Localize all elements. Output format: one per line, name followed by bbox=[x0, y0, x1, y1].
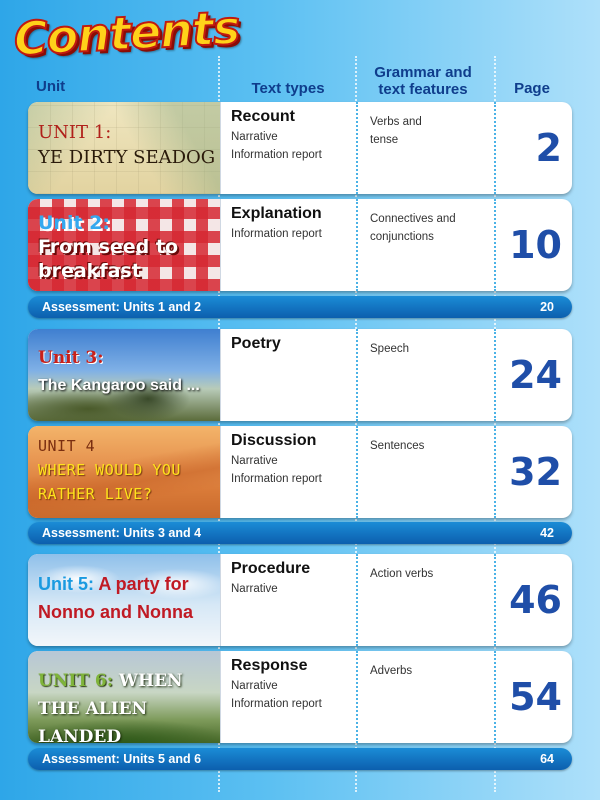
column-header-page: Page bbox=[514, 80, 550, 97]
unit-2-title bbox=[38, 211, 216, 283]
grammar-cell: Verbs and tense bbox=[370, 116, 422, 146]
unit-row-3[interactable] bbox=[28, 329, 572, 421]
assessment-bar-2[interactable] bbox=[28, 522, 572, 544]
unit-label: UNIT 1: bbox=[38, 122, 112, 143]
unit-6-title bbox=[38, 667, 216, 743]
unit-label: Unit 3: bbox=[38, 348, 104, 368]
unit-4-title bbox=[38, 434, 216, 506]
text-type-main: Discussion bbox=[231, 432, 317, 449]
unit-row-6[interactable] bbox=[28, 651, 572, 743]
text-types-cell bbox=[231, 335, 356, 355]
text-type-sub: Information report bbox=[231, 228, 322, 240]
unit-name: The Kangaroo said ... bbox=[38, 377, 200, 394]
unit-label: UNIT 4 bbox=[38, 437, 96, 455]
page-number[interactable]: 2 bbox=[535, 126, 562, 170]
unit-3-title bbox=[38, 345, 216, 399]
unit-1-banner bbox=[28, 102, 221, 194]
assessment-page: 20 bbox=[540, 300, 554, 314]
cell-divider bbox=[494, 426, 496, 518]
text-types-cell bbox=[231, 657, 356, 713]
unit-label: Unit 5: bbox=[38, 574, 94, 594]
unit-label: Unit 2: bbox=[38, 212, 110, 234]
page-number[interactable]: 32 bbox=[509, 450, 562, 494]
cell-divider bbox=[494, 199, 496, 291]
text-type-sub: Narrative bbox=[231, 583, 278, 595]
text-type-sub: Information report bbox=[231, 698, 322, 710]
unit-row-1[interactable] bbox=[28, 102, 572, 194]
unit-6-banner bbox=[28, 651, 221, 743]
cell-divider bbox=[494, 102, 496, 194]
assessment-label: Assessment: Units 1 and 2 bbox=[42, 300, 202, 314]
grammar-cell: Sentences bbox=[370, 440, 425, 452]
page-number[interactable]: 24 bbox=[509, 353, 562, 397]
text-type-main: Response bbox=[231, 657, 308, 674]
grammar-cell: Connectives and conjunctions bbox=[370, 213, 456, 243]
page-number[interactable]: 10 bbox=[509, 223, 562, 267]
page-number[interactable]: 46 bbox=[509, 578, 562, 622]
column-header-text-types: Text types bbox=[251, 80, 325, 97]
cell-divider bbox=[356, 651, 358, 743]
text-type-main: Recount bbox=[231, 108, 295, 125]
grammar-cell: Action verbs bbox=[370, 568, 434, 580]
text-type-sub: Narrative bbox=[231, 131, 278, 143]
assessment-page: 42 bbox=[540, 526, 554, 540]
assessment-page: 64 bbox=[540, 752, 554, 766]
text-type-sub: Narrative bbox=[231, 455, 278, 467]
unit-3-banner bbox=[28, 329, 221, 421]
unit-1-title bbox=[38, 120, 216, 170]
unit-row-4[interactable] bbox=[28, 426, 572, 518]
text-type-sub: Narrative bbox=[231, 680, 278, 692]
assessment-bar-3[interactable] bbox=[28, 748, 572, 770]
assessment-bar-1[interactable] bbox=[28, 296, 572, 318]
page-title: Contents bbox=[12, 0, 241, 66]
cell-divider bbox=[494, 651, 496, 743]
text-type-main: Poetry bbox=[231, 335, 281, 352]
unit-name: From seed to breakfast bbox=[38, 236, 179, 282]
column-header-unit: Unit bbox=[36, 78, 66, 95]
cell-divider bbox=[494, 329, 496, 421]
cell-divider bbox=[356, 102, 358, 194]
unit-name: A party for Nonno and Nonna bbox=[38, 574, 193, 622]
text-type-sub: Information report bbox=[231, 149, 322, 161]
text-type-main: Explanation bbox=[231, 205, 322, 222]
cell-divider bbox=[356, 329, 358, 421]
text-types-cell bbox=[231, 108, 356, 164]
cell-divider bbox=[494, 554, 496, 646]
text-types-cell bbox=[231, 205, 356, 243]
unit-name: WHERE WOULD YOU RATHER LIVE? bbox=[38, 461, 181, 503]
grammar-cell: Adverbs bbox=[370, 665, 413, 677]
unit-label: UNIT 6: bbox=[38, 671, 113, 691]
assessment-label: Assessment: Units 5 and 6 bbox=[42, 752, 202, 766]
cell-divider bbox=[356, 199, 358, 291]
unit-row-2[interactable] bbox=[28, 199, 572, 291]
text-types-cell bbox=[231, 560, 356, 598]
column-header-grammar: Grammar and text features bbox=[374, 64, 472, 98]
unit-4-banner bbox=[28, 426, 221, 518]
unit-name: WHEN THE ALIEN LANDED bbox=[38, 671, 183, 743]
text-type-main: Procedure bbox=[231, 560, 311, 577]
cell-divider bbox=[356, 554, 358, 646]
grammar-cell: Speech bbox=[370, 343, 410, 355]
page-number[interactable]: 54 bbox=[509, 675, 562, 719]
unit-row-5[interactable] bbox=[28, 554, 572, 646]
assessment-label: Assessment: Units 3 and 4 bbox=[42, 526, 202, 540]
unit-5-title bbox=[38, 570, 216, 626]
text-type-sub: Information report bbox=[231, 473, 322, 485]
unit-name: YE DIRTY SEADOG bbox=[38, 147, 216, 168]
text-types-cell bbox=[231, 432, 356, 488]
cell-divider bbox=[356, 426, 358, 518]
unit-2-banner bbox=[28, 199, 221, 291]
unit-5-banner bbox=[28, 554, 221, 646]
